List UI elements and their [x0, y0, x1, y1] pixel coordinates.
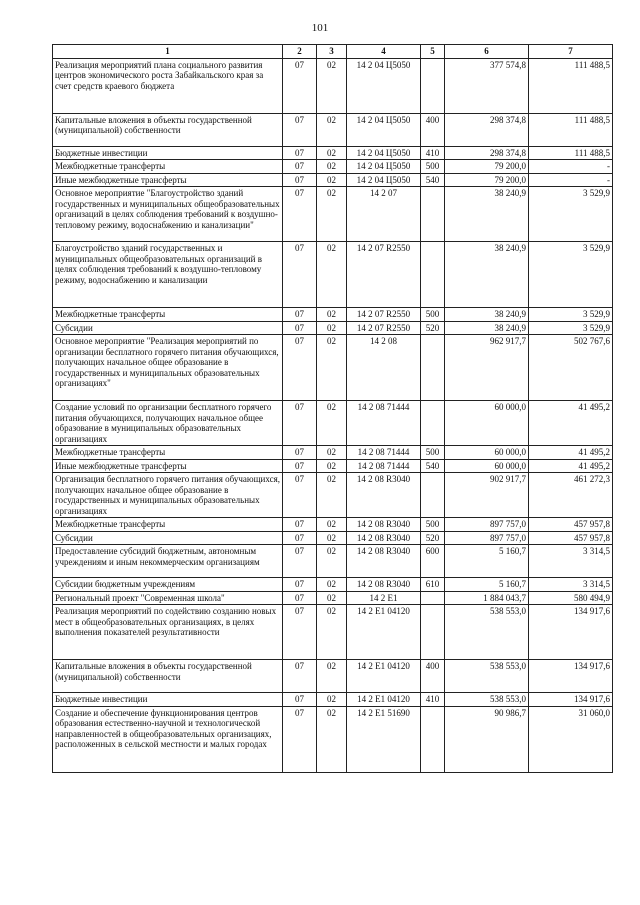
- table-row: [53, 693, 613, 707]
- header-cell: 4: [347, 45, 421, 59]
- row-subsection: 02: [317, 518, 347, 532]
- row-section: 07: [283, 578, 317, 592]
- row-amount-col7: -: [529, 160, 613, 174]
- row-target-code: 14 2 04 Ц5050: [347, 113, 421, 146]
- row-target-code: 14 2 04 Ц5050: [347, 160, 421, 174]
- row-section: 07: [283, 401, 317, 446]
- table-row: [53, 473, 613, 518]
- row-subsection: 02: [317, 58, 347, 113]
- row-target-code: 14 2 08: [347, 335, 421, 401]
- row-amount-col7: 457 957,8: [529, 518, 613, 532]
- row-target-code: 14 2 08 71444: [347, 401, 421, 446]
- row-section: 07: [283, 446, 317, 460]
- row-target-code: 14 2 04 Ц5050: [347, 146, 421, 160]
- row-amount-col7: 134 917,6: [529, 660, 613, 693]
- row-amount-col6: 538 553,0: [445, 605, 529, 660]
- row-amount-col7: 502 767,6: [529, 335, 613, 401]
- row-expense-type: 500: [421, 308, 445, 322]
- header-cell: 1: [53, 45, 283, 59]
- row-subsection: 02: [317, 308, 347, 322]
- table-row: [53, 308, 613, 322]
- table-row: [53, 706, 613, 772]
- row-target-code: 14 2 07: [347, 187, 421, 242]
- row-expense-type: [421, 473, 445, 518]
- row-amount-col7: 3 529,9: [529, 187, 613, 242]
- row-amount-col6: 79 200,0: [445, 160, 529, 174]
- row-target-code: 14 2 08 R3040: [347, 578, 421, 592]
- row-expense-type: [421, 706, 445, 772]
- row-amount-col7: 580 494,9: [529, 591, 613, 605]
- row-subsection: 02: [317, 660, 347, 693]
- row-target-code: 14 2 04 Ц5050: [347, 58, 421, 113]
- row-subsection: 02: [317, 173, 347, 187]
- row-expense-type: 540: [421, 173, 445, 187]
- row-target-code: 14 2 08 R3040: [347, 518, 421, 532]
- row-section: 07: [283, 473, 317, 518]
- table-row: [53, 335, 613, 401]
- row-name: Межбюджетные трансферты: [53, 308, 283, 322]
- row-expense-type: 600: [421, 545, 445, 578]
- table-row: [53, 187, 613, 242]
- row-expense-type: 520: [421, 321, 445, 335]
- row-expense-type: [421, 591, 445, 605]
- row-subsection: 02: [317, 706, 347, 772]
- row-subsection: 02: [317, 545, 347, 578]
- budget-table: [52, 44, 613, 773]
- row-expense-type: 610: [421, 578, 445, 592]
- row-section: 07: [283, 459, 317, 473]
- row-expense-type: [421, 335, 445, 401]
- row-amount-col7: 111 488,5: [529, 58, 613, 113]
- row-target-code: 14 2 07 R2550: [347, 321, 421, 335]
- row-name: Предоставление субсидий бюджетным, автономным учреждениям и иным некоммерческим организациям: [53, 545, 283, 578]
- row-subsection: 02: [317, 605, 347, 660]
- row-amount-col6: 1 884 043,7: [445, 591, 529, 605]
- table-row: [53, 459, 613, 473]
- row-expense-type: 400: [421, 660, 445, 693]
- row-section: 07: [283, 308, 317, 322]
- header-cell: 6: [445, 45, 529, 59]
- row-amount-col6: 38 240,9: [445, 308, 529, 322]
- header-cell: 3: [317, 45, 347, 59]
- row-expense-type: [421, 401, 445, 446]
- row-section: 07: [283, 335, 317, 401]
- table-row: [53, 518, 613, 532]
- row-section: 07: [283, 113, 317, 146]
- row-section: 07: [283, 660, 317, 693]
- row-name: Создание и обеспечение функционирования центров образования естественно-научной и технологической направленностей в общеобразовательных организациях, расположенных в сельской местности и малых городах: [53, 706, 283, 772]
- row-subsection: 02: [317, 459, 347, 473]
- row-name: Основное мероприятие "Благоустройство зданий государственных и муниципальных общеобразовательных организаций в целях соблюдения требований к воздушно-тепловому режиму, водоснабжению и канализации": [53, 187, 283, 242]
- row-amount-col6: 60 000,0: [445, 459, 529, 473]
- row-subsection: 02: [317, 531, 347, 545]
- row-target-code: 14 2 E1: [347, 591, 421, 605]
- row-section: 07: [283, 693, 317, 707]
- row-name: Бюджетные инвестиции: [53, 146, 283, 160]
- row-amount-col6: 5 160,7: [445, 545, 529, 578]
- row-subsection: 02: [317, 187, 347, 242]
- table-row: [53, 113, 613, 146]
- row-amount-col7: 3 529,9: [529, 321, 613, 335]
- row-section: 07: [283, 242, 317, 308]
- row-target-code: 14 2 E1 51690: [347, 706, 421, 772]
- row-name: Реализация мероприятий плана социального развития центров экономического роста Забайкальского края за счет средств краевого бюджета: [53, 58, 283, 113]
- row-amount-col6: 60 000,0: [445, 446, 529, 460]
- row-target-code: 14 2 04 Ц5050: [347, 173, 421, 187]
- row-name: Иные межбюджетные трансферты: [53, 173, 283, 187]
- row-amount-col6: 38 240,9: [445, 242, 529, 308]
- row-amount-col6: 962 917,7: [445, 335, 529, 401]
- row-expense-type: 410: [421, 146, 445, 160]
- row-subsection: 02: [317, 160, 347, 174]
- row-subsection: 02: [317, 321, 347, 335]
- row-target-code: 14 2 E1 04120: [347, 605, 421, 660]
- row-name: Бюджетные инвестиции: [53, 693, 283, 707]
- row-target-code: 14 2 08 71444: [347, 459, 421, 473]
- row-target-code: 14 2 07 R2550: [347, 308, 421, 322]
- table-row: [53, 591, 613, 605]
- row-amount-col7: 41 495,2: [529, 446, 613, 460]
- row-amount-col6: 60 000,0: [445, 401, 529, 446]
- row-name: Межбюджетные трансферты: [53, 518, 283, 532]
- row-amount-col6: 90 986,7: [445, 706, 529, 772]
- row-section: 07: [283, 187, 317, 242]
- row-amount-col7: 111 488,5: [529, 146, 613, 160]
- row-section: 07: [283, 591, 317, 605]
- row-name: Основное мероприятие "Реализация мероприятий по организации бесплатного горячего питания обучающихся, получающих начальное общее образование в государственных и муниципальных образовательных организациях": [53, 335, 283, 401]
- row-name: Субсидии: [53, 531, 283, 545]
- row-expense-type: [421, 58, 445, 113]
- row-amount-col6: 79 200,0: [445, 173, 529, 187]
- row-target-code: 14 2 08 71444: [347, 446, 421, 460]
- table-row: [53, 242, 613, 308]
- row-amount-col7: 3 529,9: [529, 242, 613, 308]
- row-amount-col7: 111 488,5: [529, 113, 613, 146]
- row-section: 07: [283, 160, 317, 174]
- row-name: Субсидии: [53, 321, 283, 335]
- row-expense-type: 500: [421, 160, 445, 174]
- row-target-code: 14 2 08 R3040: [347, 531, 421, 545]
- row-subsection: 02: [317, 446, 347, 460]
- table-row: [53, 605, 613, 660]
- row-expense-type: [421, 187, 445, 242]
- row-section: 07: [283, 321, 317, 335]
- table-row: [53, 446, 613, 460]
- row-subsection: 02: [317, 591, 347, 605]
- row-amount-col6: 538 553,0: [445, 660, 529, 693]
- row-section: 07: [283, 58, 317, 113]
- table-row: [53, 146, 613, 160]
- row-amount-col7: 461 272,3: [529, 473, 613, 518]
- row-section: 07: [283, 518, 317, 532]
- row-section: 07: [283, 706, 317, 772]
- row-target-code: 14 2 E1 04120: [347, 693, 421, 707]
- row-name: Межбюджетные трансферты: [53, 160, 283, 174]
- row-amount-col6: 538 553,0: [445, 693, 529, 707]
- row-amount-col6: 5 160,7: [445, 578, 529, 592]
- row-name: Организация бесплатного горячего питания обучающихся, получающих начальное общее образование в государственных и муниципальных образовательных организациях: [53, 473, 283, 518]
- row-amount-col6: 298 374,8: [445, 113, 529, 146]
- header-cell: 7: [529, 45, 613, 59]
- table-row: [53, 401, 613, 446]
- table-header-row: [53, 45, 613, 59]
- table-row: [53, 58, 613, 113]
- row-subsection: 02: [317, 578, 347, 592]
- row-target-code: 14 2 07 R2550: [347, 242, 421, 308]
- row-amount-col7: 3 314,5: [529, 578, 613, 592]
- row-name: Благоустройство зданий государственных и муниципальных общеобразовательных организаций в целях соблюдения требований к воздушно-тепловому режиму, водоснабжению и канализации: [53, 242, 283, 308]
- row-amount-col6: 38 240,9: [445, 187, 529, 242]
- row-amount-col6: 377 574,8: [445, 58, 529, 113]
- row-expense-type: [421, 242, 445, 308]
- row-name: Субсидии бюджетным учреждениям: [53, 578, 283, 592]
- table-row: [53, 660, 613, 693]
- row-expense-type: 400: [421, 113, 445, 146]
- row-expense-type: 500: [421, 518, 445, 532]
- row-subsection: 02: [317, 473, 347, 518]
- row-expense-type: [421, 605, 445, 660]
- table-row: [53, 578, 613, 592]
- row-amount-col7: 31 060,0: [529, 706, 613, 772]
- row-section: 07: [283, 146, 317, 160]
- row-name: Реализация мероприятий по содействию созданию новых мест в общеобразовательных организациях, в целях выполнения показателей результативности: [53, 605, 283, 660]
- row-amount-col7: 41 495,2: [529, 401, 613, 446]
- table-row: [53, 321, 613, 335]
- row-amount-col7: 457 957,8: [529, 531, 613, 545]
- row-section: 07: [283, 531, 317, 545]
- row-amount-col6: 897 757,0: [445, 531, 529, 545]
- row-amount-col6: 902 917,7: [445, 473, 529, 518]
- header-cell: 5: [421, 45, 445, 59]
- table-row: [53, 545, 613, 578]
- row-amount-col6: 298 374,8: [445, 146, 529, 160]
- row-amount-col6: 897 757,0: [445, 518, 529, 532]
- row-amount-col7: 134 917,6: [529, 605, 613, 660]
- row-subsection: 02: [317, 242, 347, 308]
- header-cell: 2: [283, 45, 317, 59]
- row-name: Капитальные вложения в объекты государственной (муниципальной) собственности: [53, 660, 283, 693]
- row-amount-col7: 41 495,2: [529, 459, 613, 473]
- row-subsection: 02: [317, 335, 347, 401]
- row-subsection: 02: [317, 146, 347, 160]
- row-amount-col7: -: [529, 173, 613, 187]
- row-expense-type: 540: [421, 459, 445, 473]
- row-section: 07: [283, 545, 317, 578]
- row-subsection: 02: [317, 113, 347, 146]
- row-section: 07: [283, 173, 317, 187]
- row-amount-col7: 134 917,6: [529, 693, 613, 707]
- row-subsection: 02: [317, 401, 347, 446]
- row-amount-col6: 38 240,9: [445, 321, 529, 335]
- row-target-code: 14 2 E1 04120: [347, 660, 421, 693]
- row-expense-type: 500: [421, 446, 445, 460]
- row-name: Капитальные вложения в объекты государственной (муниципальной) собственности: [53, 113, 283, 146]
- row-section: 07: [283, 605, 317, 660]
- row-amount-col7: 3 529,9: [529, 308, 613, 322]
- table-row: [53, 531, 613, 545]
- row-target-code: 14 2 08 R3040: [347, 545, 421, 578]
- row-expense-type: 520: [421, 531, 445, 545]
- row-name: Межбюджетные трансферты: [53, 446, 283, 460]
- row-name: Региональный проект "Современная школа": [53, 591, 283, 605]
- table-row: [53, 160, 613, 174]
- row-name: Иные межбюджетные трансферты: [53, 459, 283, 473]
- table-body: [53, 58, 613, 772]
- row-subsection: 02: [317, 693, 347, 707]
- table-row: [53, 173, 613, 187]
- row-expense-type: 410: [421, 693, 445, 707]
- page-number: 101: [311, 22, 329, 34]
- row-amount-col7: 3 314,5: [529, 545, 613, 578]
- row-name: Создание условий по организации бесплатного горячего питания обучающихся, получающих начальное общее образование в муниципальных образовательных организациях: [53, 401, 283, 446]
- row-target-code: 14 2 08 R3040: [347, 473, 421, 518]
